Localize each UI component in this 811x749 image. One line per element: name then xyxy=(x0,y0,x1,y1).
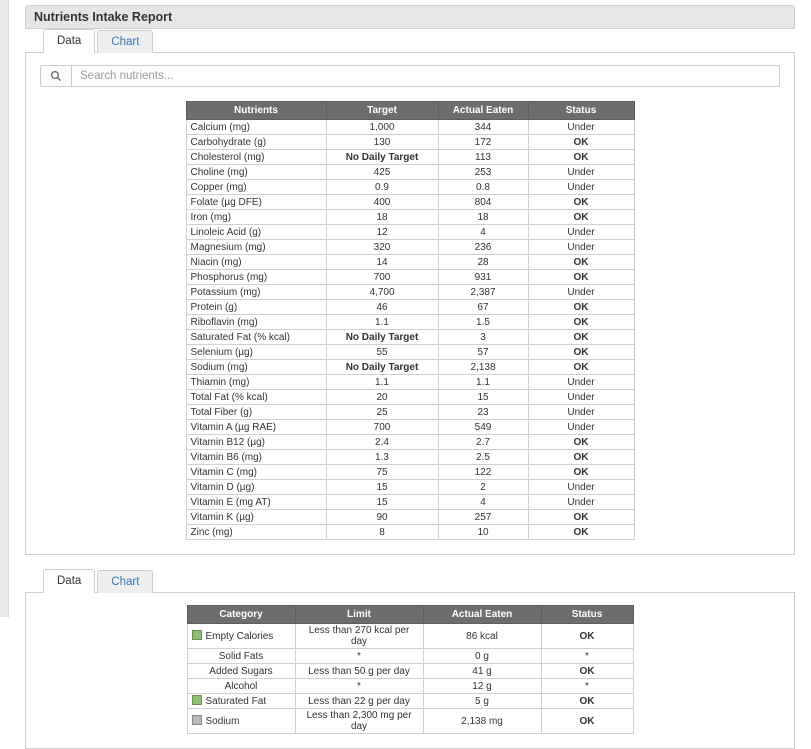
nutrient-actual-eaten: 253 xyxy=(438,165,528,180)
table-row[interactable] xyxy=(187,694,633,709)
nutrient-target: 20 xyxy=(326,390,438,405)
category-name xyxy=(187,624,295,649)
nutrient-target: 425 xyxy=(326,165,438,180)
nutrient-name: Vitamin A (µg RAE) xyxy=(186,420,326,435)
status-badge: OK xyxy=(528,150,634,165)
status-badge: Under xyxy=(528,420,634,435)
table-row[interactable] xyxy=(186,375,634,390)
category-limit: * xyxy=(295,649,423,664)
nutrient-actual-eaten: 4 xyxy=(438,225,528,240)
status-badge: OK xyxy=(528,270,634,285)
nutrient-name: Cholesterol (mg) xyxy=(186,150,326,165)
nutrient-actual-eaten: 2.7 xyxy=(438,435,528,450)
search-row xyxy=(40,65,780,87)
table-row[interactable] xyxy=(186,210,634,225)
nutrient-name: Copper (mg) xyxy=(186,180,326,195)
status-badge: OK xyxy=(528,465,634,480)
nutrient-name: Phosphorus (mg) xyxy=(186,270,326,285)
category-actual-eaten: 0 g xyxy=(423,649,541,664)
nutrient-name: Vitamin D (µg) xyxy=(186,480,326,495)
nutrient-target: 15 xyxy=(326,480,438,495)
nutrient-actual-eaten: 236 xyxy=(438,240,528,255)
status-badge: Under xyxy=(528,495,634,510)
table-row[interactable] xyxy=(186,150,634,165)
table-row[interactable] xyxy=(186,435,634,450)
category-limit: Less than 2,300 mg per day xyxy=(295,709,423,734)
page-left-gutter xyxy=(0,0,9,617)
table-row[interactable] xyxy=(187,709,633,734)
nutrient-target: No Daily Target xyxy=(326,360,438,375)
status-badge: OK xyxy=(528,450,634,465)
status-badge: Under xyxy=(528,180,634,195)
nutrient-actual-eaten: 4 xyxy=(438,495,528,510)
nutrient-actual-eaten: 113 xyxy=(438,150,528,165)
tab-category-chart[interactable] xyxy=(97,570,153,593)
page-content xyxy=(9,0,811,732)
nutrient-actual-eaten: 1.1 xyxy=(438,375,528,390)
nutrient-target: No Daily Target xyxy=(326,330,438,345)
nutrient-actual-eaten: 2 xyxy=(438,480,528,495)
status-badge: OK xyxy=(528,330,634,345)
table-row[interactable] xyxy=(186,390,634,405)
tab-nutrients-chart[interactable] xyxy=(97,30,153,53)
table-row[interactable] xyxy=(187,624,633,649)
nutrient-actual-eaten: 28 xyxy=(438,255,528,270)
category-name xyxy=(187,649,295,664)
nutrient-target: 1.1 xyxy=(326,375,438,390)
table-row[interactable] xyxy=(186,270,634,285)
category-limit: Less than 50 g per day xyxy=(295,664,423,679)
legend-swatch-icon xyxy=(192,630,202,640)
status-badge: Under xyxy=(528,390,634,405)
category-table-wrap xyxy=(40,605,780,734)
table-row[interactable] xyxy=(186,195,634,210)
nutrient-name: Thiamin (mg) xyxy=(186,375,326,390)
table-row[interactable] xyxy=(186,480,634,495)
status-badge: Under xyxy=(528,375,634,390)
category-actual-eaten: 5 g xyxy=(423,694,541,709)
nutrient-target: 4,700 xyxy=(326,285,438,300)
nutrient-target: 15 xyxy=(326,495,438,510)
nutrient-name: Niacin (mg) xyxy=(186,255,326,270)
nutrient-actual-eaten: 549 xyxy=(438,420,528,435)
category-name-label: Empty Calories xyxy=(205,631,274,642)
nutrient-target: No Daily Target xyxy=(326,150,438,165)
table-row[interactable] xyxy=(186,135,634,150)
nutrients-table-body xyxy=(186,120,634,540)
nutrients-table-wrap xyxy=(40,101,780,540)
table-row[interactable] xyxy=(186,495,634,510)
nutrient-name: Total Fat (% kcal) xyxy=(186,390,326,405)
nutrient-name: Vitamin E (mg AT) xyxy=(186,495,326,510)
status-badge: Under xyxy=(528,165,634,180)
nutrient-actual-eaten: 15 xyxy=(438,390,528,405)
nutrient-actual-eaten: 804 xyxy=(438,195,528,210)
nutrient-target: 130 xyxy=(326,135,438,150)
status-badge: OK xyxy=(541,709,633,734)
nutrients-tabstrip xyxy=(25,29,795,53)
status-badge: OK xyxy=(528,300,634,315)
category-name xyxy=(187,694,295,709)
nutrient-name: Folate (µg DFE) xyxy=(186,195,326,210)
nutrient-name: Sodium (mg) xyxy=(186,360,326,375)
nutrient-target: 400 xyxy=(326,195,438,210)
nutrient-target: 8 xyxy=(326,525,438,540)
category-name xyxy=(187,664,295,679)
status-badge: OK xyxy=(528,510,634,525)
tab-nutrients-chart-label: Chart xyxy=(111,36,140,48)
table-row[interactable] xyxy=(186,360,634,375)
tab-nutrients-data-label: Data xyxy=(57,35,82,47)
status-badge: Under xyxy=(528,240,634,255)
nutrient-name: Zinc (mg) xyxy=(186,525,326,540)
column-header-category-status[interactable]: Status xyxy=(541,606,633,624)
table-row[interactable] xyxy=(186,420,634,435)
table-row[interactable] xyxy=(186,525,634,540)
nutrient-actual-eaten: 931 xyxy=(438,270,528,285)
nutrient-actual-eaten: 67 xyxy=(438,300,528,315)
nutrient-target: 90 xyxy=(326,510,438,525)
nutrient-target: 0.9 xyxy=(326,180,438,195)
status-badge: OK xyxy=(528,435,634,450)
nutrient-name: Vitamin C (mg) xyxy=(186,465,326,480)
category-name-label: Added Sugars xyxy=(209,665,273,677)
nutrient-name: Calcium (mg) xyxy=(186,120,326,135)
nutrient-name: Vitamin B6 (mg) xyxy=(186,450,326,465)
nutrient-actual-eaten: 0.8 xyxy=(438,180,528,195)
category-limit: Less than 270 kcal per day xyxy=(295,624,423,649)
table-row[interactable] xyxy=(186,450,634,465)
nutrient-target: 14 xyxy=(326,255,438,270)
search-icon xyxy=(40,65,71,87)
table-row[interactable] xyxy=(186,315,634,330)
status-badge: OK xyxy=(528,210,634,225)
category-limit: * xyxy=(295,679,423,694)
column-header-category-actual-eaten[interactable]: Actual Eaten xyxy=(423,606,541,624)
tab-category-data-label: Data xyxy=(57,575,82,587)
nutrient-actual-eaten: 2,138 xyxy=(438,360,528,375)
status-badge: Under xyxy=(528,225,634,240)
status-badge: OK xyxy=(528,345,634,360)
table-row[interactable] xyxy=(186,225,634,240)
nutrient-actual-eaten: 10 xyxy=(438,525,528,540)
tab-category-chart-label: Chart xyxy=(111,576,140,588)
category-limit: Less than 22 g per day xyxy=(295,694,423,709)
category-panel-body xyxy=(26,593,794,748)
status-badge: Under xyxy=(528,405,634,420)
nutrient-target: 2.4 xyxy=(326,435,438,450)
nutrient-actual-eaten: 18 xyxy=(438,210,528,225)
status-badge: OK xyxy=(528,135,634,150)
table-row[interactable] xyxy=(186,165,634,180)
status-badge: OK xyxy=(528,195,634,210)
status-badge: * xyxy=(541,649,633,664)
tab-category-data[interactable] xyxy=(43,569,95,593)
table-row[interactable] xyxy=(186,180,634,195)
nutrient-target: 700 xyxy=(326,420,438,435)
nutrient-name: Linoleic Acid (g) xyxy=(186,225,326,240)
category-table xyxy=(187,605,634,734)
table-row[interactable] xyxy=(186,240,634,255)
status-badge: OK xyxy=(541,664,633,679)
tab-nutrients-data[interactable] xyxy=(43,29,95,53)
nutrients-panel-body xyxy=(26,53,794,554)
table-row[interactable] xyxy=(186,285,634,300)
column-header-limit[interactable]: Limit xyxy=(295,606,423,624)
nutrient-name: Magnesium (mg) xyxy=(186,240,326,255)
category-table-header-row xyxy=(187,606,633,624)
nutrient-name: Potassium (mg) xyxy=(186,285,326,300)
status-badge: Under xyxy=(528,285,634,300)
category-name xyxy=(187,679,295,694)
nutrient-target: 1.1 xyxy=(326,315,438,330)
nutrient-actual-eaten: 2,387 xyxy=(438,285,528,300)
nutrient-name: Protein (g) xyxy=(186,300,326,315)
nutrient-target: 46 xyxy=(326,300,438,315)
column-header-nutrients[interactable]: Nutrients xyxy=(186,102,326,120)
table-row[interactable] xyxy=(187,664,633,679)
nutrient-target: 18 xyxy=(326,210,438,225)
table-row[interactable] xyxy=(186,345,634,360)
section-spacer xyxy=(9,555,811,569)
window-title-bar xyxy=(25,5,795,29)
status-badge: OK xyxy=(541,694,633,709)
category-name-label: Sodium xyxy=(205,716,240,727)
nutrient-actual-eaten: 2.5 xyxy=(438,450,528,465)
nutrient-name: Selenium (µg) xyxy=(186,345,326,360)
nutrient-name: Iron (mg) xyxy=(186,210,326,225)
category-name-label: Saturated Fat xyxy=(205,696,267,707)
status-badge: OK xyxy=(528,360,634,375)
nutrient-actual-eaten: 57 xyxy=(438,345,528,360)
table-row[interactable] xyxy=(186,330,634,345)
status-badge: OK xyxy=(528,255,634,270)
nutrients-panel xyxy=(25,53,795,555)
category-name-label: Solid Fats xyxy=(218,650,264,662)
nutrient-name: Vitamin B12 (µg) xyxy=(186,435,326,450)
status-badge: OK xyxy=(528,525,634,540)
page-title: Nutrients Intake Report xyxy=(34,10,173,24)
category-actual-eaten: 2,138 mg xyxy=(423,709,541,734)
nutrient-name: Choline (mg) xyxy=(186,165,326,180)
nutrient-actual-eaten: 23 xyxy=(438,405,528,420)
legend-swatch-icon xyxy=(192,715,202,725)
category-name-label: Alcohol xyxy=(224,680,258,692)
column-header-category[interactable]: Category xyxy=(187,606,295,624)
table-row[interactable] xyxy=(186,405,634,420)
status-badge: * xyxy=(541,679,633,694)
status-badge: OK xyxy=(528,315,634,330)
table-row[interactable] xyxy=(186,465,634,480)
nutrient-target: 75 xyxy=(326,465,438,480)
nutrient-name: Riboflavin (mg) xyxy=(186,315,326,330)
nutrient-target: 12 xyxy=(326,225,438,240)
table-row[interactable] xyxy=(186,255,634,270)
category-panel xyxy=(25,593,795,749)
nutrients-table xyxy=(186,101,635,540)
category-tabstrip xyxy=(25,569,795,593)
table-row[interactable] xyxy=(186,120,634,135)
category-actual-eaten: 86 kcal xyxy=(423,624,541,649)
nutrient-target: 700 xyxy=(326,270,438,285)
status-badge: Under xyxy=(528,120,634,135)
nutrient-target: 55 xyxy=(326,345,438,360)
column-header-actual-eaten[interactable]: Actual Eaten xyxy=(438,102,528,120)
nutrient-actual-eaten: 257 xyxy=(438,510,528,525)
nutrient-name: Saturated Fat (% kcal) xyxy=(186,330,326,345)
nutrient-name: Total Fiber (g) xyxy=(186,405,326,420)
table-row[interactable] xyxy=(186,300,634,315)
nutrient-name: Vitamin K (µg) xyxy=(186,510,326,525)
nutrient-actual-eaten: 172 xyxy=(438,135,528,150)
column-header-status[interactable]: Status xyxy=(528,102,634,120)
table-row[interactable] xyxy=(187,679,633,694)
nutrient-actual-eaten: 344 xyxy=(438,120,528,135)
nutrient-actual-eaten: 3 xyxy=(438,330,528,345)
nutrient-actual-eaten: 1.5 xyxy=(438,315,528,330)
nutrient-actual-eaten: 122 xyxy=(438,465,528,480)
legend-swatch-icon xyxy=(192,695,202,705)
status-badge: OK xyxy=(541,624,633,649)
table-row[interactable] xyxy=(187,649,633,664)
nutrient-target: 1.3 xyxy=(326,450,438,465)
category-actual-eaten: 12 g xyxy=(423,679,541,694)
nutrient-target: 1,000 xyxy=(326,120,438,135)
nutrient-target: 25 xyxy=(326,405,438,420)
category-table-body xyxy=(187,624,633,734)
status-badge: Under xyxy=(528,480,634,495)
category-name xyxy=(187,709,295,734)
column-header-target[interactable]: Target xyxy=(326,102,438,120)
nutrient-name: Carbohydrate (g) xyxy=(186,135,326,150)
nutrient-target: 320 xyxy=(326,240,438,255)
table-row[interactable] xyxy=(186,510,634,525)
category-actual-eaten: 41 g xyxy=(423,664,541,679)
search-input[interactable] xyxy=(71,65,780,87)
nutrients-table-header-row xyxy=(186,102,634,120)
